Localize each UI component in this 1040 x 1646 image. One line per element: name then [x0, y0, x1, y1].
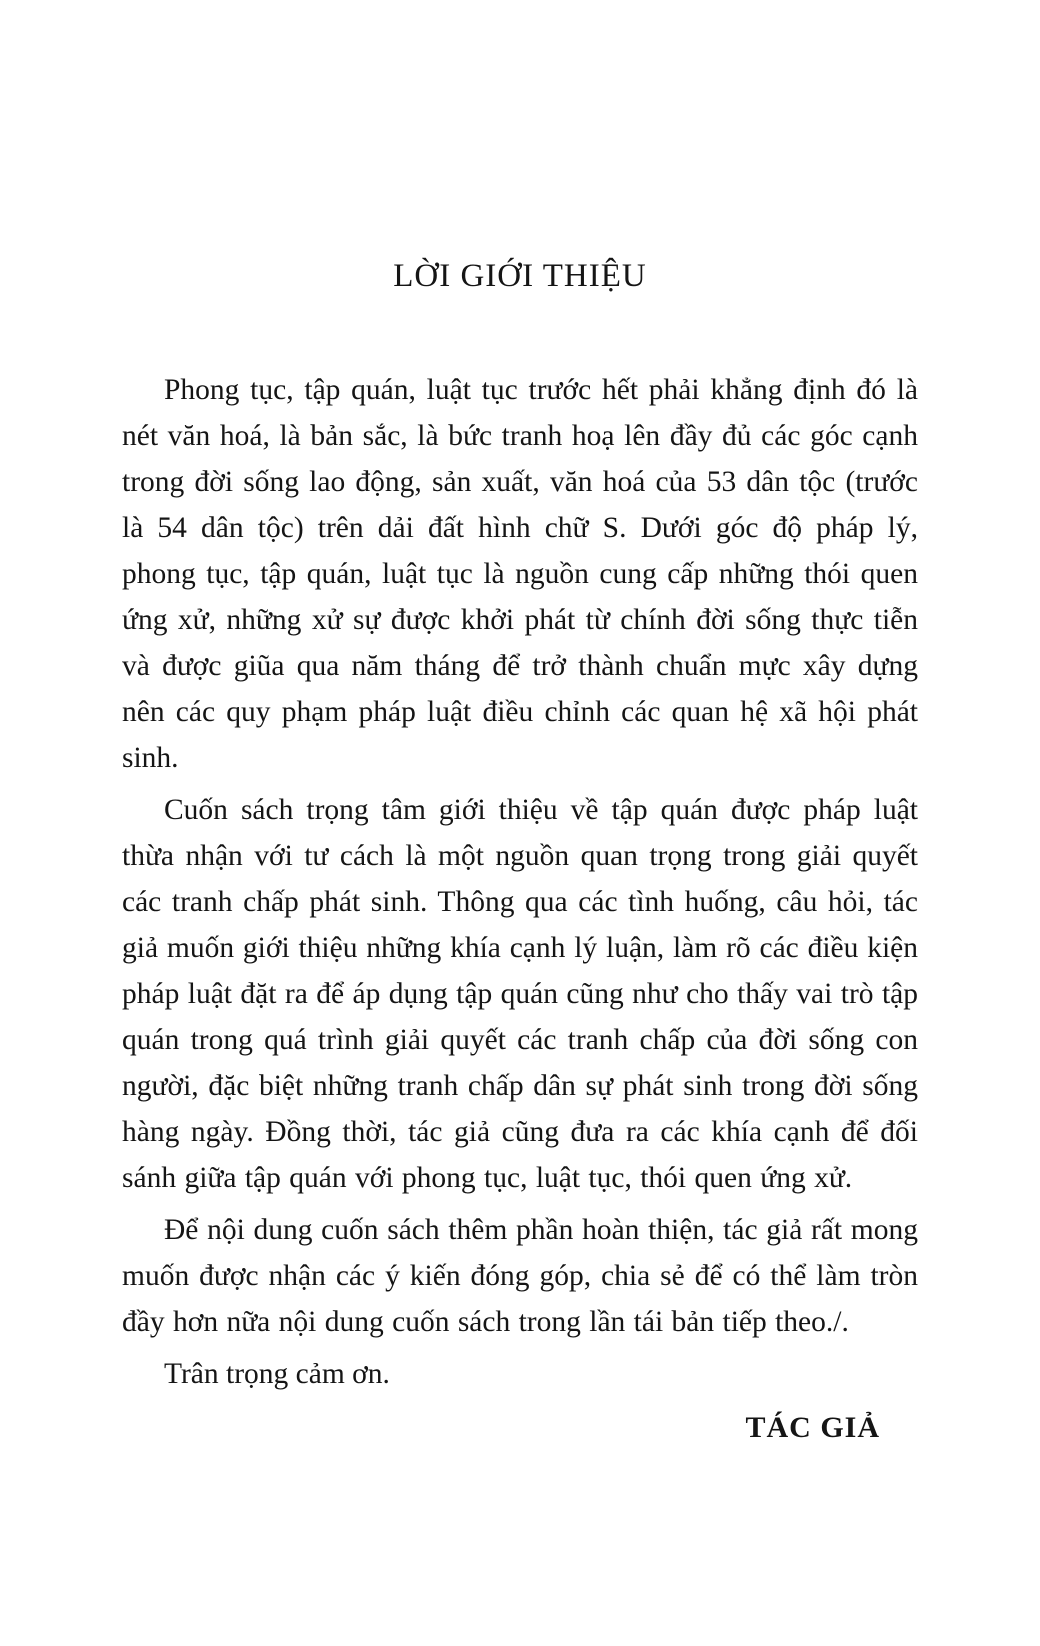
paragraph-2: Cuốn sách trọng tâm giới thiệu về tập quán được pháp luật thừa nhận với tư cách là một nguồn quan trọng trong giải quyết các tranh chấp phát sinh. Thông qua các tình huống, câu hỏi, tác giả muốn giới thiệu những khía cạnh lý luận, làm rõ các điều kiện pháp luật đặt ra để áp dụng tập quán cũng như cho thấy vai trò tập quán trong quá trình giải quyết các tranh chấp của đời sống con người, đặc biệt những tranh chấp dân sự phát sinh trong đời sống hàng ngày. Đồng thời, tác giả cũng đưa ra các khía cạnh để đối sánh giữa tập quán với phong tục, luật tục, thói quen ứng xử.	[122, 794, 918, 1194]
paragraph-3: Để nội dung cuốn sách thêm phần hoàn thiện, tác giả rất mong muốn được nhận các ý kiến đóng góp, chia sẻ để có thể làm tròn đầy hơn nữa nội dung cuốn sách trong lần tái bản tiếp theo./.	[122, 1214, 918, 1338]
author-signature: TÁC GIẢ	[745, 1411, 880, 1444]
closing-line: Trân trọng cảm ơn.	[164, 1358, 390, 1390]
page-title: LỜI GIỚI THIỆU	[393, 258, 647, 294]
paragraph-1: Phong tục, tập quán, luật tục trước hết phải khẳng định đó là nét văn hoá, là bản sắc, là bức tranh hoạ lên đầy đủ các góc cạnh trong đời sống lao động, sản xuất, văn hoá của 53 dân tộc (trước là 54 dân tộc) trên dải đất hình chữ S. Dưới góc độ pháp lý, phong tục, tập quán, luật tục là nguồn cung cấp những thói quen ứng xử, những xử sự được khởi phát từ chính đời sống thực tiễn và được giũa qua năm tháng để trở thành chuẩn mực xây dựng nên các quy phạm pháp luật điều chỉnh các quan hệ xã hội phát sinh.	[122, 374, 918, 774]
body-text	[122, 367, 918, 1345]
